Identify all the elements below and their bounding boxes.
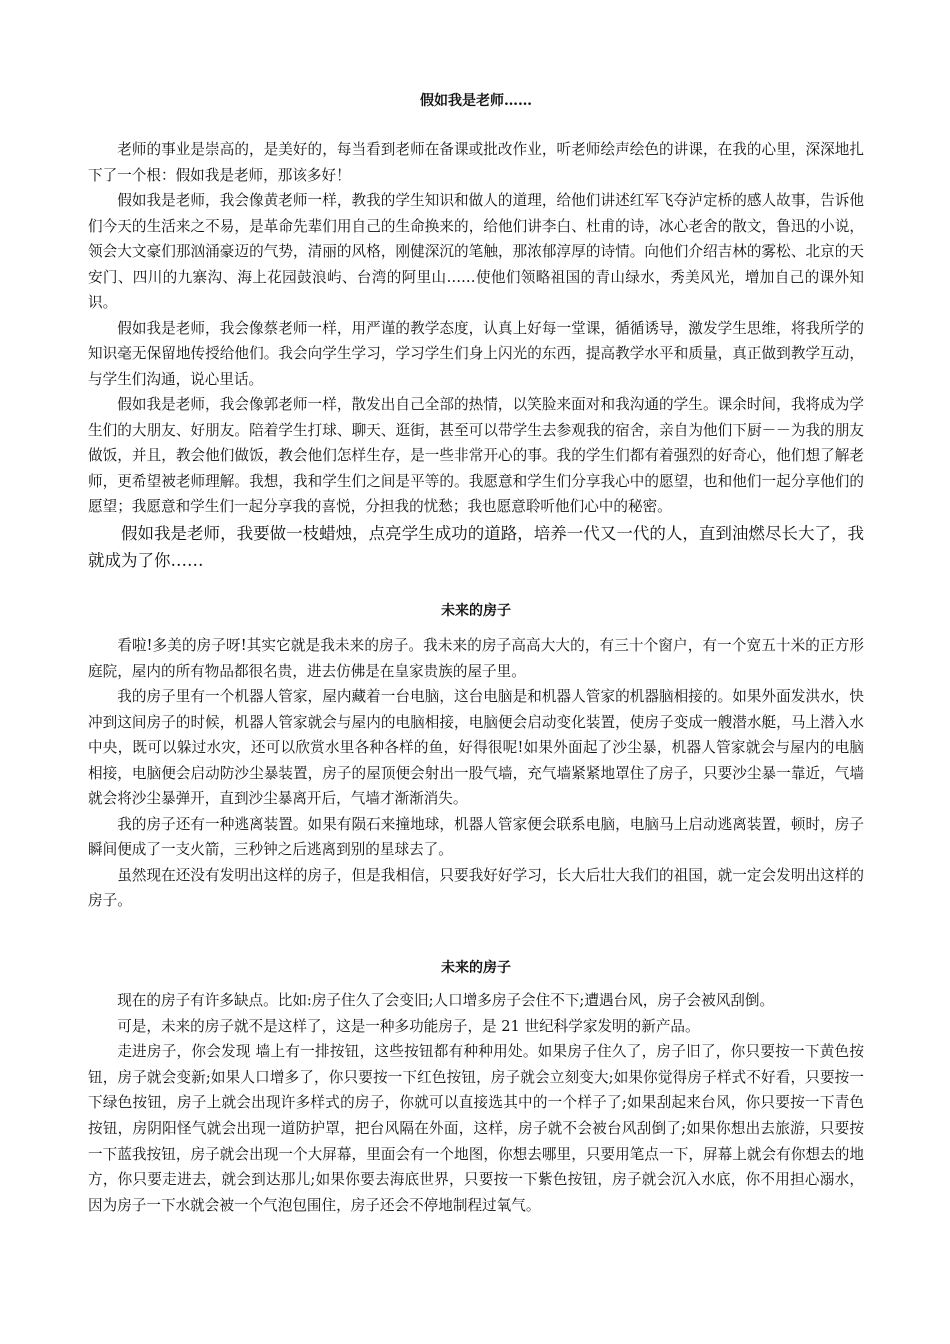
essay-paragraph: 现在的房子有许多缺点。比如:房子住久了会变旧;人口增多房子会住不下;遭遇台风，房子会被风刮倒。 xyxy=(117,992,775,1009)
essay-title: 未来的房子 xyxy=(441,603,511,619)
essay-paragraph: 走进房子，你会发现 墙上有一排按钮，这些按钮都有种种用处。如果房子住久了，房子旧了，你只要按一下黄色按钮，房子就会变新;如果人口增多了，你只要按一下红色按钮，房子就会立刻变大;如果你觉得房子样式不好看，只要按一下绿色按钮，房子上就会出现许多样式的房子，你就可以直接选其中的一个样子了;如果刮起来台风，你只要按一下青色按钮，房阴阳怪气就会出现一道防护罩，把台风隔在外面，这样，房子就不会被台风刮倒了;如果你想出去旅游，只要按一下蓝我按钮，房子就会出现一个大屏幕，里面会有一个地图，你想去哪里，只要用笔点一下，屏幕上就会有你想去的地方，你只要走进去，就会到达那儿;如果你要去海底世界，只要按一下紫色按钮，房子就会沉入水底，你不用担心溺水，因为房子一下水就会被一个气泡包围住，房子还会不停地制程过氧气。 xyxy=(88,1043,864,1214)
essay-title: 未来的房子 xyxy=(441,960,511,976)
essay-paragraph: 虽然现在还没有发明出这样的房子，但是我相信，只要我好好学习，长大后壮大我们的祖国，就一定会发明出这样的房子。 xyxy=(88,866,864,909)
essay-paragraph: 看啦!多美的房子呀!其实它就是我未来的房子。我未来的房子高高大大的，有三十个窗户，有一个宽五十米的正方形庭院，屋内的所有物品都很名贵，进去仿佛是在皇家贵族的屋子里。 xyxy=(88,637,864,680)
essay-teacher xyxy=(88,91,864,574)
essay-paragraph: 假如我是老师，我会像黄老师一样，教我的学生知识和做人的道理，给他们讲述红军飞夺泸定桥的感人故事，告诉他们今天的生活来之不易，是革命先辈们用自己的生命换来的，给他们讲李白、杜甫的诗，冰心老舍的散文，鲁迅的小说，领会大文豪们那汹涌豪迈的气势，清丽的风格，刚健深沉的笔触，那浓郁淳厚的诗情。向他们介绍吉林的雾松、北京的天安门、四川的九寨沟、海上花园鼓浪屿、台湾的阿里山……使他们领略祖国的青山绿水，秀美风光，增加自己的课外知识。 xyxy=(88,192,864,311)
essay-paragraph: 我的房子还有一种逃离装置。如果有陨石来撞地球，机器人管家便会联系电脑，电脑马上启动逃离装置，顿时，房子瞬间便成了一支火箭，三秒钟之后逃离到别的星球去了。 xyxy=(88,815,864,858)
essay-paragraph: 假如我是老师，我会像蔡老师一样，用严谨的教学态度，认真上好每一堂课，循循诱导，激发学生思维，将我所学的知识毫无保留地传授给他们。我会向学生学习，学习学生们身上闪光的东西，提高教学水平和质量，真正做到教学互动，与学生们沟通，说心里话。 xyxy=(88,319,864,388)
essay-paragraph: 假如我是老师，我要做一枝蜡烛，点亮学生成功的道路，培养一代又一代的人，直到油燃尽长大了，我就成为了你…… xyxy=(88,523,864,570)
essay-future-house-1 xyxy=(88,601,864,914)
essay-paragraph: 可是，未来的房子就不是这样了，这是一种多功能房子，是 21 世纪科学家发明的新产品。 xyxy=(117,1017,700,1035)
essay-paragraph: 我的房子里有一个机器人管家，屋内藏着一台电脑，这台电脑是和机器人管家的机器脑相接的。如果外面发洪水，快冲到这间房子的时候，机器人管家就会与屋内的电脑相接，电脑便会启动变化装置，使房子变成一艘潜水艇，马上潜入水中央，既可以躲过水灾，还可以欣赏水里各种各样的鱼，好得很呢!如果外面起了沙尘暴，机器人管家就会与屋内的电脑相接，电脑便会启动防沙尘暴装置，房子的屋顶便会射出一股气墙，充气墙紧紧地罩住了房子，只要沙尘暴一靠近，气墙就会将沙尘暴弹开，直到沙尘暴离开后，气墙才渐渐消失。 xyxy=(88,688,864,807)
essay-paragraph: 老师的事业是崇高的，是美好的，每当看到老师在备课或批改作业，听老师绘声绘色的讲课，在我的心里，深深地扎下了一个根：假如我是老师，那该多好！ xyxy=(88,141,864,184)
essay-paragraph: 假如我是老师，我会像郭老师一样，散发出自己全部的热情，以笑脸来面对和我沟通的学生。课余时间，我将成为学生们的大朋友、好朋友。陪着学生打球、聊天、逛街，甚至可以带学生去参观我的宿舍，亲自为他们下厨－－为我的朋友做饭，并且，教会他们做饭，教会他们怎样生存，是一些非常开心的事。我的学生们都有着强烈的好奇心，他们想了解老师，更希望被老师理解。我想，我和学生们之间是平等的。我愿意和学生们分享我心中的愿望，也和他们一起分享他们的愿望；我愿意和学生们一起分享我的喜悦，分担我的忧愁；我也愿意聆听他们心中的秘密。 xyxy=(88,396,864,515)
essay-title: 假如我是老师…… xyxy=(420,93,532,109)
essay-future-house-2 xyxy=(88,958,864,1218)
